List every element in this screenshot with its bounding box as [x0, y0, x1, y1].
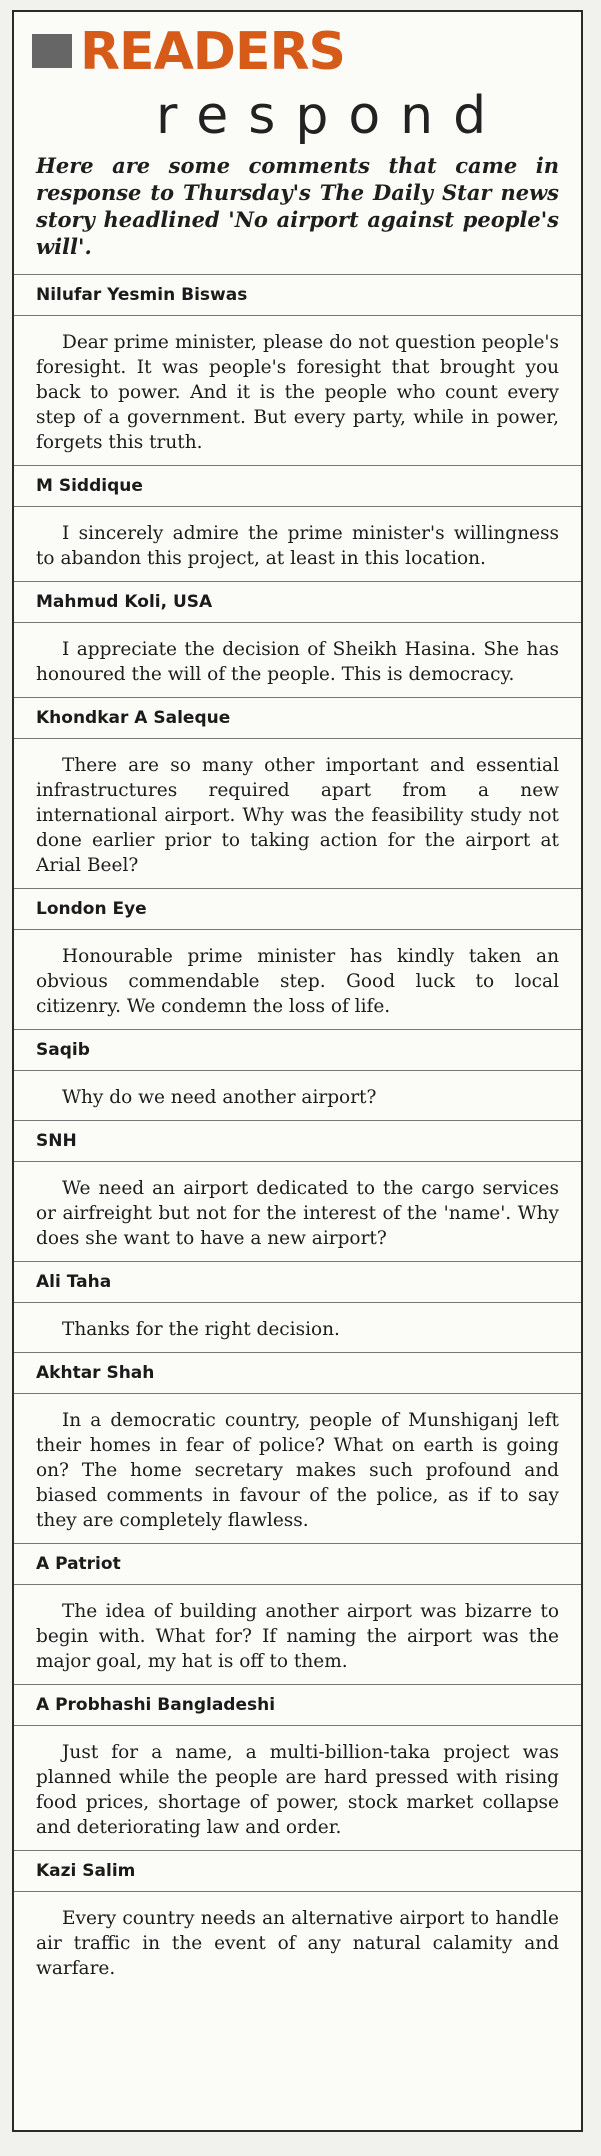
comment-author: Ali Taha: [14, 1261, 581, 1303]
comment-entry: [14, 1543, 581, 1684]
column-header: [14, 12, 581, 152]
comment-entry: [14, 1261, 581, 1352]
comment-entry: [14, 581, 581, 697]
comment-text: I sincerely admire the prime minister's willingness to abandon this project, at least in this location.: [36, 523, 559, 569]
comment-text: Honourable prime minister has kindly taken an obvious commendable step. Good luck to local citizenry. We condemn the loss of life.: [36, 946, 559, 1017]
header-subtitle: respond: [156, 86, 507, 146]
comment-entry: [14, 1850, 581, 1991]
comment-entry: [14, 888, 581, 1029]
comment-author: Akhtar Shah: [14, 1352, 581, 1394]
comment-text: I appreciate the decision of Sheikh Hasina. She has honoured the will of the people. This is democracy.: [36, 639, 559, 685]
comment-entry: [14, 697, 581, 888]
comment-entry: [14, 1352, 581, 1543]
comment-text: Just for a name, a multi-billion-taka project was planned while the people are hard pressed with rising food prices, shortage of power, stock market collapse and deteriorating law and order.: [36, 1742, 559, 1838]
comment-entry: [14, 465, 581, 581]
comment-text: We need an airport dedicated to the cargo services or airfreight but not for the interest of the 'name'. Why does she want to have a new airport?: [36, 1178, 559, 1249]
comment-author: Kazi Salim: [14, 1850, 581, 1892]
comment-text: Why do we need another airport?: [62, 1087, 377, 1108]
comment-entry: [14, 1029, 581, 1120]
comment-author: A Patriot: [14, 1543, 581, 1585]
comment-author: Mahmud Koli, USA: [14, 581, 581, 623]
header-square-mark: [32, 34, 72, 68]
readers-respond-column: [12, 10, 583, 2132]
comment-text: Thanks for the right decision.: [62, 1319, 340, 1340]
comment-entry: [14, 1684, 581, 1850]
comment-author: Khondkar A Saleque: [14, 697, 581, 739]
comment-text: Dear prime minister, please do not question people's foresight. It was people's foresight that brought you back to power. And it is the people who count every step of a government. But every party, while in power, forgets this truth.: [36, 332, 559, 453]
comment-author: London Eye: [14, 888, 581, 930]
comment-author: M Siddique: [14, 465, 581, 507]
comment-author: Saqib: [14, 1029, 581, 1071]
comment-text: In a democratic country, people of Munshiganj left their homes in fear of police? What on earth is going on? The home secretary makes such profound and biased comments in favour of the police, as if to say they are completely flawless.: [36, 1410, 559, 1531]
intro-text: Here are some comments that came in response to Thursday's The Daily Star news story headlined 'No airport against people's will'.: [36, 153, 559, 259]
comment-author: Nilufar Yesmin Biswas: [14, 275, 581, 316]
header-title: READERS: [80, 22, 345, 82]
comment-entry: [14, 1120, 581, 1261]
comment-author: A Probhashi Bangladeshi: [14, 1684, 581, 1726]
comment-text: The idea of building another airport was bizarre to begin with. What for? If naming the airport was the major goal, my hat is off to them.: [36, 1601, 559, 1672]
comment-text: There are so many other important and essential infrastructures required apart from a new international airport. Why was the feasibility study not done earlier prior to taking action for the airport at Arial Beel?: [36, 755, 559, 876]
comment-entry: [14, 275, 581, 465]
comment-author: SNH: [14, 1120, 581, 1162]
comment-text: Every country needs an alternative airport to handle air traffic in the event of any natural calamity and warfare.: [36, 1908, 559, 1979]
